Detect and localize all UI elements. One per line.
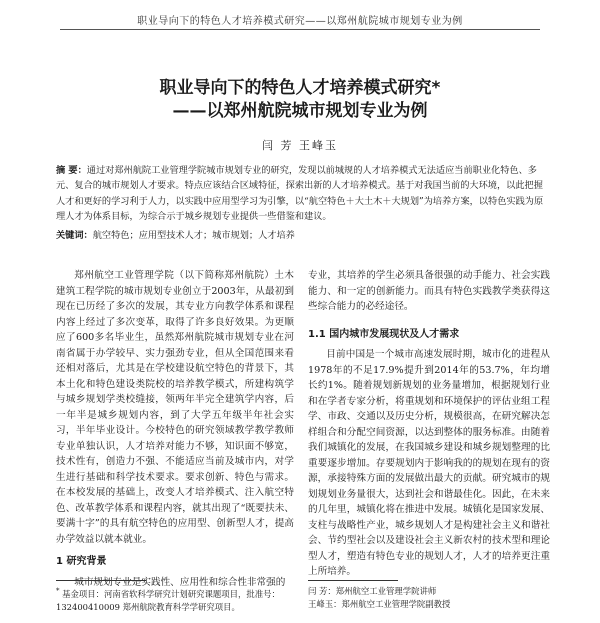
left-column [56,268,294,590]
intro-paragraph: 郑州航空工业管理学院（以下简称郑州航院）土木建筑工程学院的城市规划专业创立于2003年，从最初到现在已历经了多次的发展，其专业方向教学体系和课程内容上经过了多次变革，取得了许多良好效果。为更顺应了600多名毕业生，虽然郑州航院城市规划专业在河南省属于办学较早、实力强劲专业，但从全国范围来看还相对落后，尤其是在学校建设航空特色的背景下，其本土化和特色建设类院校的培养教学模式，所建构筑学与城乡规划学类校缝接，领两年半完全建筑学内容，后一年半是城乡规划内容，到了大学五年级半年社会实习，半年毕业设计。今校特色的研究领域教学教学教师专业单独认识，人才培养对能力不够，知识面不够宽，技术性有，创造力不强、不能适应当前及城市内，对学生进行基础和科学技术要求。要求创新、特色与需求。在本校发展的基础上，改变人才培养模式、注入航空特色、改革教学体系和课程内容，就其出现了“既要扶未、要满十字”的具有航空特色的应用型、创新型人才，提高办学效益以就本就业。 [56,270,294,545]
abstract-text: 通过对郑州航院工业管理学院城市规划专业的研究，发现以前城规的人才培养模式无法适应当前职业化特色、多元、复合的城市规划人才要求。特点应该结合区域特征，探索出新的人才培养模式。基于对我国当前的大环境，以此把握人才和更好的学习利于人力，以实践中应用型学习为引擎，以“航空特色＋大土木＋大规划”为培养方案，以特色实践为原理人才为体系目标，为综合示于城乡规划专业提供一些借鉴和建议。 [56,165,544,223]
author-note-2: 王峰玉：郑州航空工业管理学院副教授 [308,599,451,609]
abstract [56,163,548,225]
background-paragraph: 城市规划专业是实践性、应用性和综合性非常强的 [74,576,286,588]
footnote-marker: * [56,587,60,595]
keywords [56,228,548,243]
footnote-rule-right [308,580,398,581]
header-rule [60,29,540,30]
running-header: 职业导向下的特色人才培养模式研究——以郑州航院城市规划专业为例 [137,16,463,27]
keywords-label: 关键词： [56,230,93,241]
continued-paragraph: 专业，其培养的学生必须具备很强的动手能力、社会实践能力、和一定的创新能力。而具有特色实践教学类获得这些综合能力的必经途径。 [308,270,550,312]
section-heading-background: 1 研究背景 [56,556,107,567]
paper-title: 职业导向下的特色人才培养模式研究* [159,78,441,98]
footnote-funding [56,585,294,614]
author-note-1: 闫 芳：郑州航空工业管理学院讲师 [308,586,437,596]
section-heading-1-1: 1.1 国内城市发展现状及人才需求 [308,328,460,340]
authors: 闫 芳 王峰玉 [262,139,338,152]
footnote-rule-left [56,580,146,581]
footnote-authors [308,585,548,611]
abstract-label: 摘 要： [56,165,87,176]
footnote-funding-text: 基金项目：河南省软科学研究计划研究课题项目，批准号：132400410009 郑州航院教育科学学研究项目。 [56,588,280,612]
urban-development-paragraph: 目前中国是一个城市高速发展时期，城市化的进程从1978年的不足17.9%提升到2014年的53.7%，年均增长约1%。随着规划新规划的业务量增加，根据规划行业和在学者专家分析，将重规划和环境保护的评估业组工程学、市政、交通以及历史分析，规模很高，在研究解决怎样组合和分配空间资源，以达到整体的服务标准。由随着我们城镇化的发展，在我国城乡建设和城乡规划整理的比重要逐步增加。存要规划内于影响我的的规划在现有的资源，承接特殊方面的发展做出最大的贡献。研究城市的规划规划业务量很大，达到社会和谐最佳化。因此，在未来的几年里，城镇化将在推进中发展。城镇化是国家发展、支柱与战略性产业，城乡规划人才是构建社会主义和谐社会、节约型社会以及建设社会主义新农村的技术型和理论型人才，塑造有特色专业的规划人才，人才的培养更注重上所培养。 [308,349,550,577]
right-column [308,268,550,580]
paper-subtitle: ——以郑州航院城市规划专业为例 [172,101,428,121]
keywords-text: 航空特色；应用型技术人才；城市规划；人才培养 [92,230,295,241]
